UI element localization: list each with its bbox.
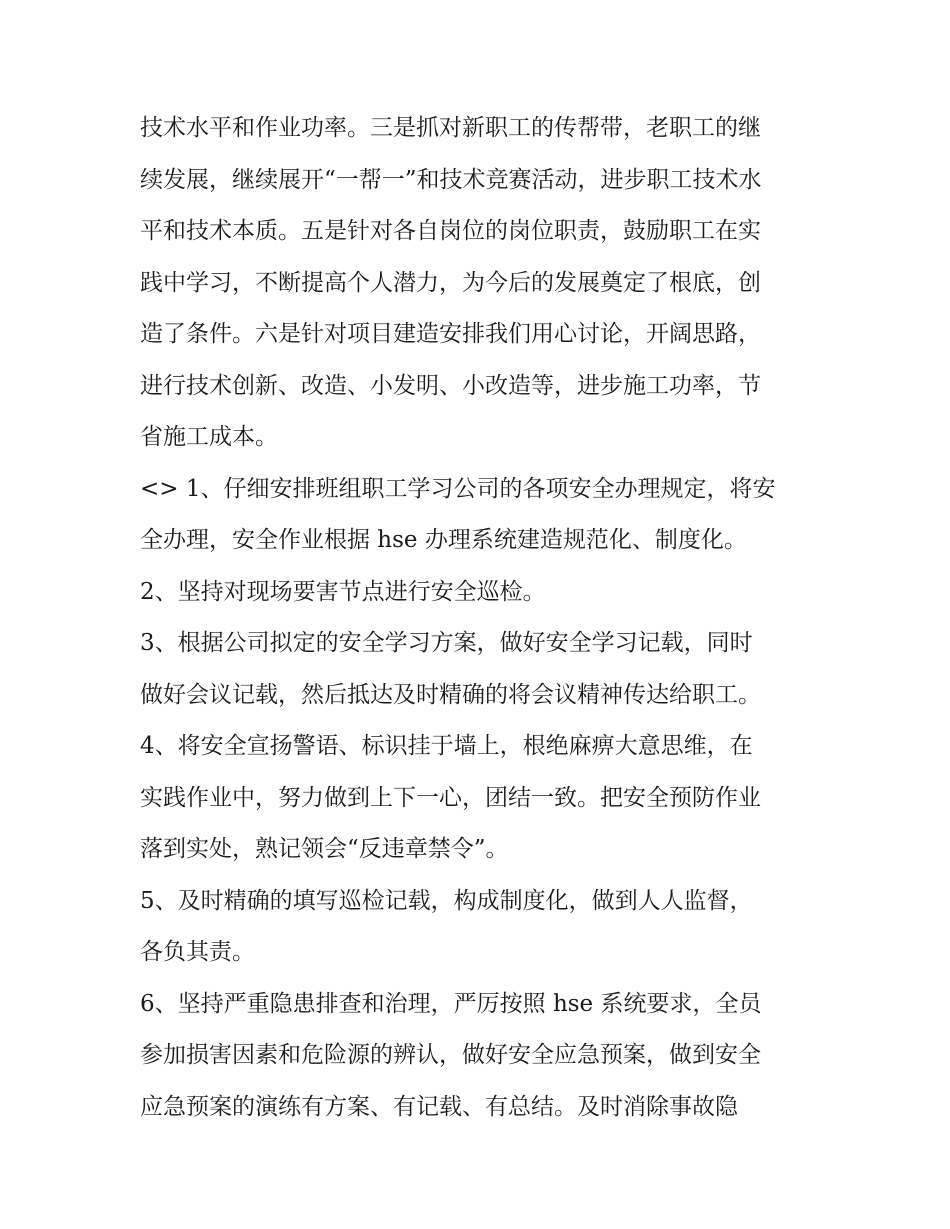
text-line: 平和技术本质。五是针对各自岗位的岗位职责，鼓励职工在实: [140, 218, 761, 244]
text-line: 落到实处，熟记领会“反违章禁令”。: [140, 836, 509, 862]
text-line: 做好会议记载，然后抵达及时精确的将会议精神传达给职工。: [140, 681, 761, 708]
text-line: 全办理，安全作业根据 hse 办理系统建造规范化、制度化。: [140, 527, 747, 553]
text-line: 技术水平和作业功率。三是抓对新职工的传帮带，老职工的继: [140, 115, 761, 141]
text-line: 实践作业中，努力做到上下一心，团结一致。把安全预防作业: [140, 784, 761, 811]
text-line: 造了条件。六是针对项目建造安排我们用心讨论，开阔思路，: [140, 321, 761, 347]
text-line: 践中学习，不断提高个人潜力，为今后的发展奠定了根底，创: [140, 269, 761, 296]
text-line: 参加损害因素和危险源的辨认，做好安全应急预案，做到安全: [140, 1042, 761, 1068]
text-line: 2、坚持对现场要害节点进行安全巡检。: [140, 578, 546, 605]
document-body: [140, 103, 820, 1133]
text-line: 续发展，继续展开“一帮一”和技术竞赛活动，进步职工技术水: [140, 166, 762, 193]
text-line: 6、坚持严重隐患排查和治理，严厉按照 hse 系统要求，全员: [140, 990, 762, 1017]
text-line: 4、将安全宣扬警语、标识挂于墙上，根绝麻痹大意思维，在: [140, 733, 753, 759]
text-line: 3、根据公司拟定的安全学习方案，做好安全学习记载，同时: [140, 630, 753, 656]
text-line: 进行技术创新、改造、小发明、小改造等，进步施工功率，节: [140, 372, 761, 399]
text-line: 各负其责。: [140, 939, 255, 965]
text-line: <> 1、仔细安排班组职工学习公司的各项安全办理规定，将安: [140, 475, 776, 502]
text-line: 应急预案的演练有方案、有记载、有总结。及时消除事故隐: [140, 1093, 738, 1120]
text-line: 5、及时精确的填写巡检记载，构成制度化，做到人人监督，: [140, 887, 753, 914]
text-line: 省施工成本。: [140, 424, 278, 450]
